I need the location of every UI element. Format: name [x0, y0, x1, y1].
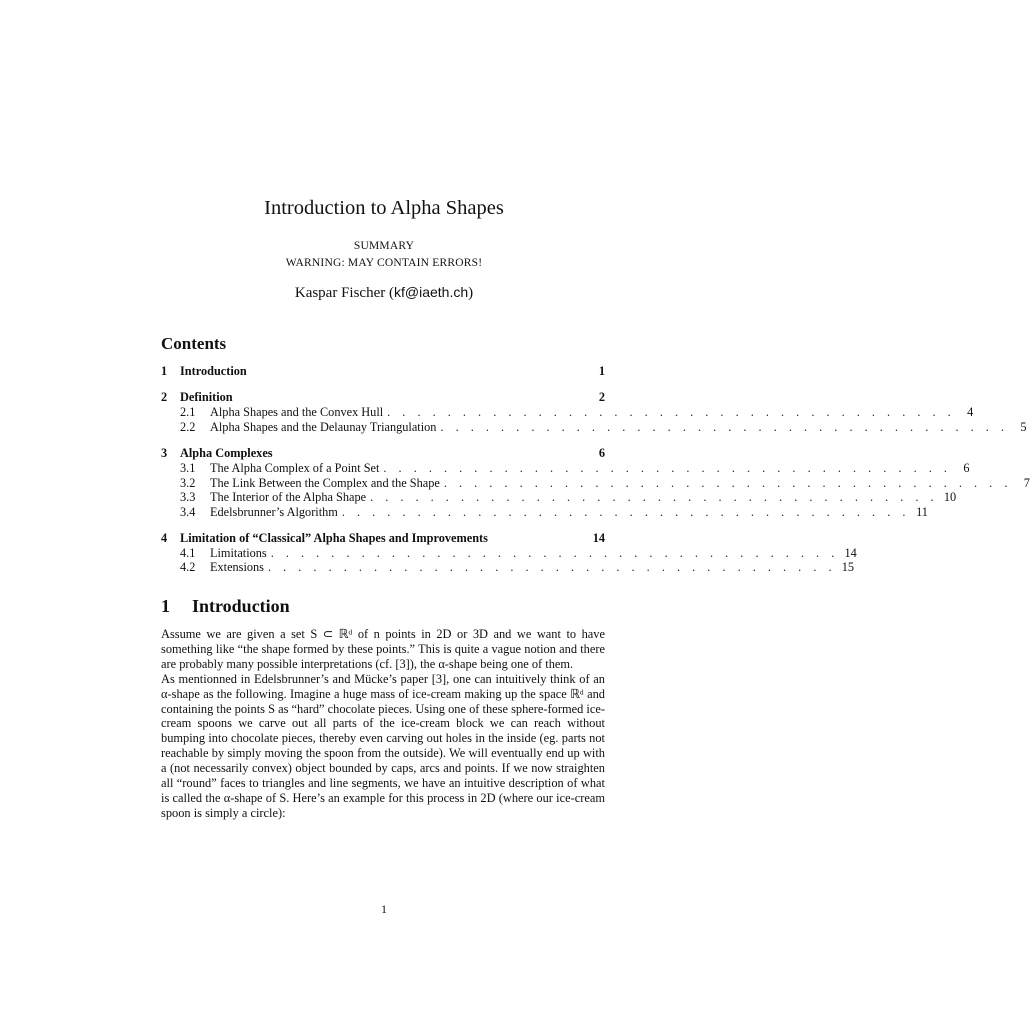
paragraph: As mentionned in Edelsbrunner’s and Mücke’s paper [3], one can intuitively think of an α-shape as the following. Imagine a huge mass of ice-cream making up the space ℝᵈ and containing the points S as “hard” chocolate pieces. Using one of these sphere-formed ice-cream spoons we carve out all parts of the ice-cream block we can reach without bumping into chocolate pieces, thereby even carving out holes in the inside (eg. parts not reachable by simply moving the spoon from the outside). We will eventually end up with a (not necessarily convex) object bounded by caps, arcs and points. If we now straighten all “round” faces to triangles and line segments, we have an intuitive description of what is called the α-shape of S. Here’s an example for this process in 2D (where our ice-cream spoon is simply a circle): — [161, 671, 605, 820]
toc-page: 15 — [841, 560, 855, 574]
subtitle-warning: WARNING: MAY CONTAIN ERRORS! — [285, 257, 483, 269]
toc-page: 5 — [1020, 420, 1027, 434]
toc-label: The Interior of the Alpha Shape — [210, 490, 367, 504]
author-email[interactable]: kf@iaeth.ch — [394, 284, 469, 300]
toc-page: 7 — [1023, 476, 1030, 490]
toc-dot-leader: . . . . . . . . . . . . . . . . . . . . . . . . . . . . . . . . . . . . . . — [383, 461, 952, 475]
toc-entry[interactable] — [161, 461, 970, 477]
author-line — [0, 284, 768, 302]
toc-number: 3 — [161, 446, 168, 460]
toc-dot-leader: . . . . . . . . . . . . . . . . . . . . . . . . . . . . . . . . . . . . . . — [440, 420, 1009, 434]
toc-page: 6 — [963, 461, 970, 475]
toc-entry[interactable] — [161, 531, 605, 547]
toc-dot-leader: . . . . . . . . . . . . . . . . . . . . . . . . . . . . . . . . . . . . . . — [370, 490, 939, 504]
toc-page: 6 — [598, 446, 605, 460]
toc-entry[interactable] — [161, 405, 974, 421]
contents-heading: Contents — [161, 334, 227, 353]
toc-entry[interactable] — [161, 505, 928, 521]
toc-page: 4 — [967, 405, 974, 419]
toc-entry[interactable] — [161, 390, 605, 406]
toc-dot-leader: . . . . . . . . . . . . . . . . . . . . . . . . . . . . . . . . . . . . . . — [270, 546, 839, 560]
toc-page: 10 — [943, 490, 957, 504]
section-heading — [161, 596, 290, 617]
section-title: Introduction — [192, 596, 290, 616]
toc-page: 14 — [844, 546, 857, 560]
toc-label: Edelsbrunner’s Algorithm — [210, 505, 338, 519]
toc-page: 2 — [598, 390, 605, 404]
toc-number: 1 — [161, 364, 168, 378]
toc-number: 4.2 — [180, 560, 196, 574]
toc-label: Extensions — [210, 560, 264, 574]
page-number: 1 — [381, 902, 387, 916]
toc-entry[interactable] — [161, 420, 1027, 436]
toc-entry[interactable] — [161, 490, 957, 506]
toc-entry[interactable] — [161, 364, 605, 380]
document-title: Introduction to Alpha Shapes — [264, 197, 504, 219]
toc-number: 4 — [161, 531, 168, 545]
toc-label: The Link Between the Complex and the Shape — [210, 476, 440, 490]
toc-page: 1 — [598, 364, 605, 378]
toc-number: 2.2 — [180, 420, 196, 434]
toc-number: 3.4 — [180, 505, 196, 519]
subtitle-summary: SUMMARY — [353, 240, 415, 252]
toc-label: The Alpha Complex of a Point Set — [210, 461, 380, 475]
toc-label: Limitation of “Classical” Alpha Shapes and Improvements — [180, 531, 488, 545]
author-close: ) — [468, 285, 474, 301]
toc-label: Alpha Shapes and the Delaunay Triangulation — [210, 420, 437, 434]
toc-number: 3.2 — [180, 476, 196, 490]
toc-number: 2.1 — [180, 405, 196, 419]
toc-label: Introduction — [180, 364, 247, 378]
toc-label: Limitations — [210, 546, 267, 560]
toc-entry[interactable] — [161, 446, 605, 462]
toc-number: 3.3 — [180, 490, 196, 504]
toc-dot-leader: . . . . . . . . . . . . . . . . . . . . . . . . . . . . . . . . . . . . . . — [341, 505, 910, 519]
toc-dot-leader: . . . . . . . . . . . . . . . . . . . . . . . . . . . . . . . . . . . . . . — [443, 476, 1012, 490]
toc-number: 4.1 — [180, 546, 196, 560]
toc-page: 11 — [916, 505, 928, 519]
toc-label: Alpha Complexes — [180, 446, 273, 460]
toc-dot-leader: . . . . . . . . . . . . . . . . . . . . . . . . . . . . . . . . . . . . . . — [387, 405, 956, 419]
toc-page: 14 — [592, 531, 605, 545]
toc-number: 2 — [161, 390, 168, 404]
toc-label: Alpha Shapes and the Convex Hull — [210, 405, 384, 419]
paragraph: Assume we are given a set S ⊂ ℝᵈ of n points in 2D or 3D and we want to have something like “the shape formed by these points.” This is quite a vague notion and there are probably many possible interpretations (cf. [3]), the α-shape being one of them. — [161, 627, 605, 671]
toc-entry[interactable] — [161, 560, 855, 576]
body-text — [161, 627, 605, 821]
author-name: Kaspar Fischer ( — [294, 285, 394, 301]
toc-dot-leader: . . . . . . . . . . . . . . . . . . . . . . . . . . . . . . . . . . . . . . — [267, 560, 837, 574]
toc-label: Definition — [180, 390, 233, 404]
toc-number: 3.1 — [180, 461, 196, 475]
section-number: 1 — [161, 596, 170, 616]
